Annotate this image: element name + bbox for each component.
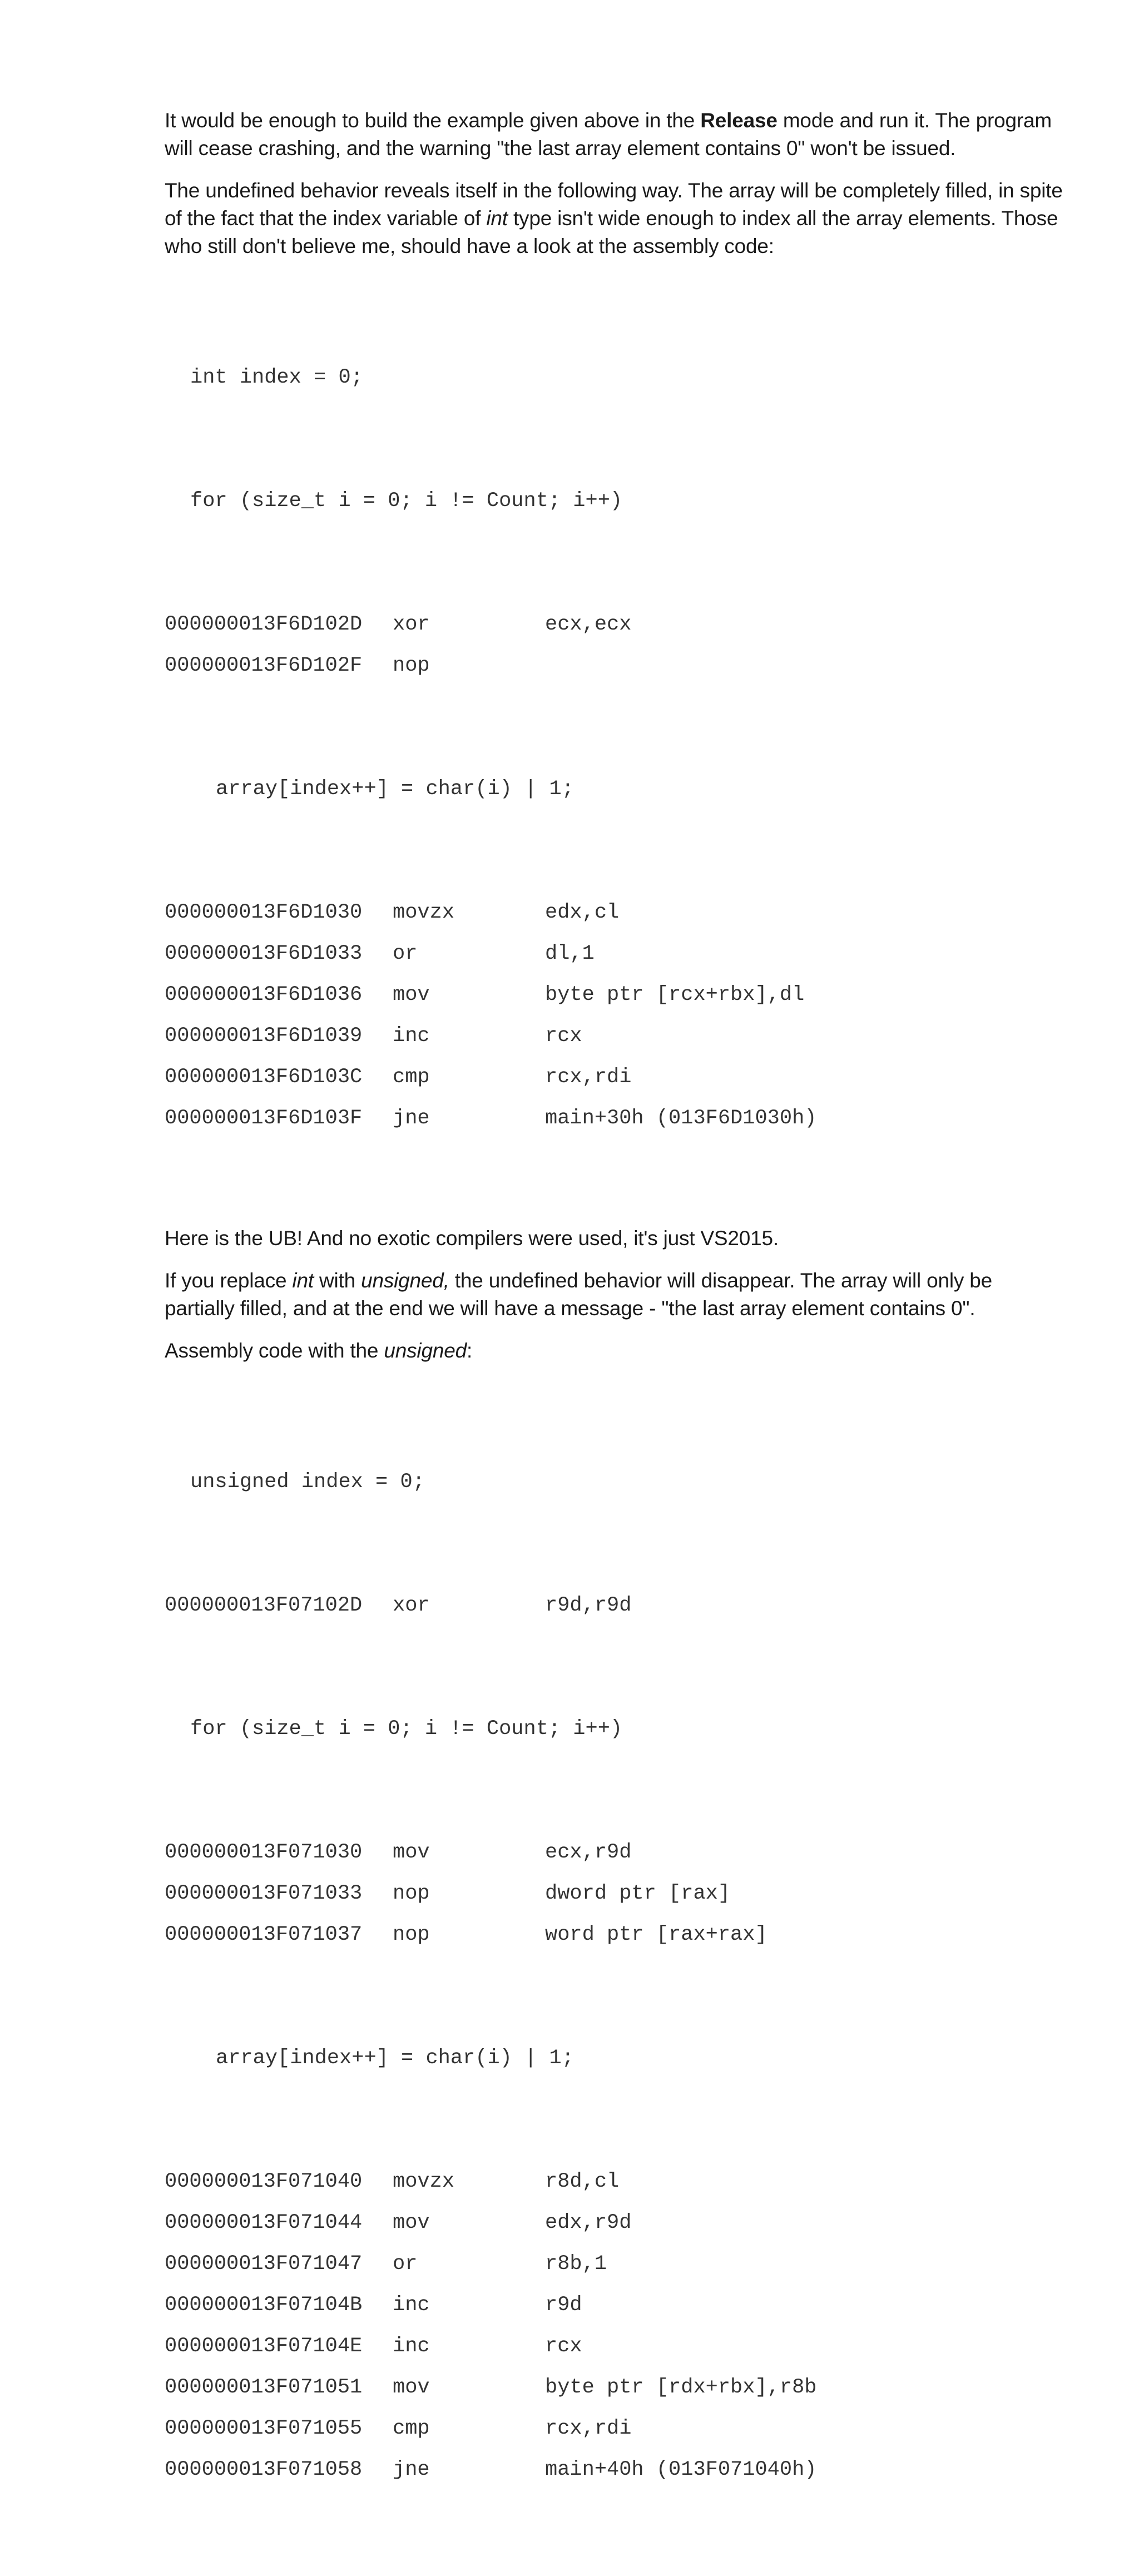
source-line-for: for (size_t i = 0; i != Count; i++) <box>190 1717 623 1741</box>
asm-group <box>165 1585 1066 1626</box>
source-line-index: unsigned index = 0; <box>190 1470 425 1494</box>
italic-unsigned: unsigned, <box>361 1269 449 1292</box>
asm-address: 000000013F071058 <box>165 2458 363 2481</box>
asm-address: 000000013F071033 <box>165 1882 363 1905</box>
asm-address: 000000013F6D102D <box>165 613 363 636</box>
asm-address: 000000013F07104E <box>165 2335 363 2358</box>
text: If you replace <box>165 1269 293 1292</box>
asm-address: 000000013F6D102F <box>165 654 363 677</box>
asm-address: 000000013F071047 <box>165 2252 363 2276</box>
asm-opcode: mov <box>393 1841 430 1864</box>
asm-operands: edx,cl <box>545 901 620 924</box>
asm-opcode: mov <box>393 2211 430 2235</box>
asm-operands: ecx,r9d <box>545 1841 632 1864</box>
text: The undefined behavior reveals itself in the following way. The array will be completely filled, in spite of the fact that the index variable of <box>165 179 1063 230</box>
asm-line <box>165 2367 1066 2408</box>
asm-opcode: or <box>393 942 418 965</box>
asm-operands: rcx,rdi <box>545 2417 632 2440</box>
asm-address: 000000013F071040 <box>165 2170 363 2193</box>
text: with <box>313 1269 361 1292</box>
asm-line <box>165 974 1066 1015</box>
asm-opcode: movzx <box>393 901 455 924</box>
asm-line <box>165 1057 1066 1098</box>
asm-opcode: cmp <box>393 1066 430 1089</box>
asm-operands: r8b,1 <box>545 2252 607 2276</box>
document-page <box>165 107 1066 2576</box>
asm-operands: word ptr [rax+rax] <box>545 1923 767 1946</box>
asm-line <box>165 1585 1066 1626</box>
asm-group <box>165 604 1066 686</box>
asm-opcode: inc <box>393 2335 430 2358</box>
asm-line <box>165 1015 1066 1057</box>
asm-opcode: nop <box>393 654 430 677</box>
asm-opcode: cmp <box>393 2417 430 2440</box>
asm-operands: r9d <box>545 2293 582 2317</box>
asm-operands: byte ptr [rdx+rbx],r8b <box>545 2376 817 2399</box>
asm-line <box>165 2161 1066 2202</box>
asm-address: 000000013F07102D <box>165 1594 363 1617</box>
asm-address: 000000013F6D1030 <box>165 901 363 924</box>
paragraph-undefined-behavior <box>165 177 1066 260</box>
asm-address: 000000013F6D1039 <box>165 1024 363 1048</box>
code-block-unsigned <box>165 1379 1066 2573</box>
asm-address: 000000013F071030 <box>165 1841 363 1864</box>
asm-group <box>165 2161 1066 2490</box>
asm-address: 000000013F071051 <box>165 2376 363 2399</box>
asm-address: 000000013F071044 <box>165 2211 363 2235</box>
asm-opcode: inc <box>393 1024 430 1048</box>
asm-opcode: nop <box>393 1923 430 1946</box>
asm-group <box>165 892 1066 1139</box>
asm-line <box>165 2326 1066 2367</box>
asm-address: 000000013F07104B <box>165 2293 363 2317</box>
asm-operands: main+30h (013F6D1030h) <box>545 1107 817 1130</box>
paragraph-ub-note: Here is the UB! And no exotic compilers were used, it's just VS2015. <box>165 1227 779 1250</box>
italic-unsigned: unsigned <box>384 1339 467 1362</box>
text: : <box>466 1339 473 1362</box>
text: the undefined behavior will disappear. The array will only be partially filled, and at the end we will have a message - "the last array element contains 0". <box>165 1269 992 1320</box>
asm-operands: rcx <box>545 2335 582 2358</box>
asm-opcode: nop <box>393 1882 430 1905</box>
asm-opcode: xor <box>393 1594 430 1617</box>
source-line-array: array[index++] = char(i) | 1; <box>216 777 574 801</box>
asm-opcode: inc <box>393 2293 430 2317</box>
text: It would be enough to build the example given above in the <box>165 109 701 132</box>
italic-int: int <box>292 1269 314 1292</box>
asm-opcode: jne <box>393 2458 430 2481</box>
asm-operands: r9d,r9d <box>545 1594 632 1617</box>
asm-line <box>165 2243 1066 2285</box>
asm-line <box>165 2285 1066 2326</box>
source-line-index: int index = 0; <box>190 366 363 389</box>
asm-operands: r8d,cl <box>545 2170 620 2193</box>
code-block-int <box>165 275 1066 1221</box>
asm-line <box>165 1914 1066 1955</box>
source-line-for: for (size_t i = 0; i != Count; i++) <box>190 489 623 513</box>
asm-line <box>165 2408 1066 2449</box>
text: mode and run it. The program will cease crashing, and the warning "the last array element contains 0" won't be issued. <box>165 109 1052 160</box>
asm-opcode: mov <box>393 2376 430 2399</box>
bold-release: Release <box>700 109 778 132</box>
asm-opcode: xor <box>393 613 430 636</box>
asm-address: 000000013F6D1033 <box>165 942 363 965</box>
asm-opcode: or <box>393 2252 418 2276</box>
asm-line <box>165 892 1066 933</box>
asm-line <box>165 1873 1066 1914</box>
asm-operands: ecx,ecx <box>545 613 632 636</box>
asm-line <box>165 1098 1066 1139</box>
asm-operands: dl,1 <box>545 942 595 965</box>
asm-operands: rcx,rdi <box>545 1066 632 1089</box>
asm-line <box>165 933 1066 974</box>
asm-address: 000000013F071055 <box>165 2417 363 2440</box>
asm-line <box>165 2202 1066 2243</box>
asm-line <box>165 604 1066 645</box>
asm-address: 000000013F6D103C <box>165 1066 363 1089</box>
asm-group <box>165 1832 1066 1955</box>
asm-address: 000000013F071037 <box>165 1923 363 1946</box>
asm-operands: main+40h (013F071040h) <box>545 2458 817 2481</box>
text: type isn't wide enough to index all the array elements. Those who still don't believe me, should have a look at the assembly code: <box>165 207 1058 257</box>
paragraph-release-mode <box>165 107 1066 162</box>
asm-opcode: jne <box>393 1107 430 1130</box>
text: Assembly code with the <box>165 1339 384 1362</box>
asm-line <box>165 1832 1066 1873</box>
paragraph-assembly-unsigned <box>165 1337 1066 1365</box>
asm-address: 000000013F6D103F <box>165 1107 363 1130</box>
source-line-array: array[index++] = char(i) | 1; <box>216 2047 574 2070</box>
asm-operands: byte ptr [rcx+rbx],dl <box>545 983 805 1007</box>
asm-opcode: mov <box>393 983 430 1007</box>
asm-operands: edx,r9d <box>545 2211 632 2235</box>
asm-address: 000000013F6D1036 <box>165 983 363 1007</box>
italic-int: int <box>486 207 508 230</box>
asm-line <box>165 2449 1066 2490</box>
asm-line <box>165 645 1066 686</box>
paragraph-unsigned-fix <box>165 1267 1066 1322</box>
asm-opcode: movzx <box>393 2170 455 2193</box>
asm-operands: rcx <box>545 1024 582 1048</box>
asm-operands: dword ptr [rax] <box>545 1882 731 1905</box>
